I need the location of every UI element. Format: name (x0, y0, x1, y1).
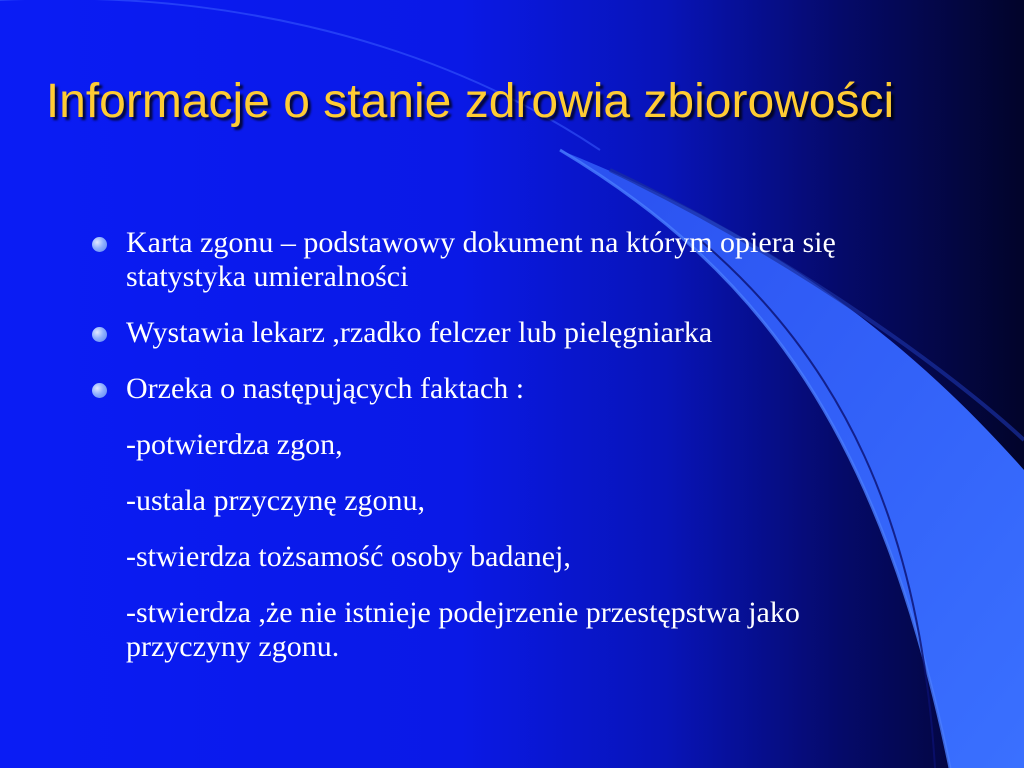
list-item-text: -stwierdza tożsamość osoby badanej, (126, 540, 571, 573)
bullet-icon (92, 237, 107, 252)
list-item-text: Orzeka o następujących faktach : (126, 372, 525, 405)
list-item (92, 540, 932, 574)
list-item (92, 372, 932, 406)
list-item (92, 596, 932, 664)
bullet-icon (92, 383, 107, 398)
list-item-text: -potwierdza zgon, (126, 428, 343, 461)
list-item (92, 316, 932, 350)
list-item (92, 428, 932, 462)
list-item (92, 484, 932, 518)
list-item-text: Karta zgonu – podstawowy dokument na którym opiera się statystyka umieralności (126, 226, 836, 293)
list-item (92, 226, 932, 294)
list-item-text: Wystawia lekarz ,rzadko felczer lub pielęgniarka (126, 316, 713, 349)
bullet-icon (92, 327, 107, 342)
list-item-text: -stwierdza ,że nie istnieje podejrzenie przestępstwa jako przyczyny zgonu. (126, 596, 800, 663)
slide-title: Informacje o stanie zdrowia zbiorowości (45, 75, 895, 128)
bullet-list (92, 226, 932, 686)
list-item-text: -ustala przyczynę zgonu, (126, 484, 426, 517)
